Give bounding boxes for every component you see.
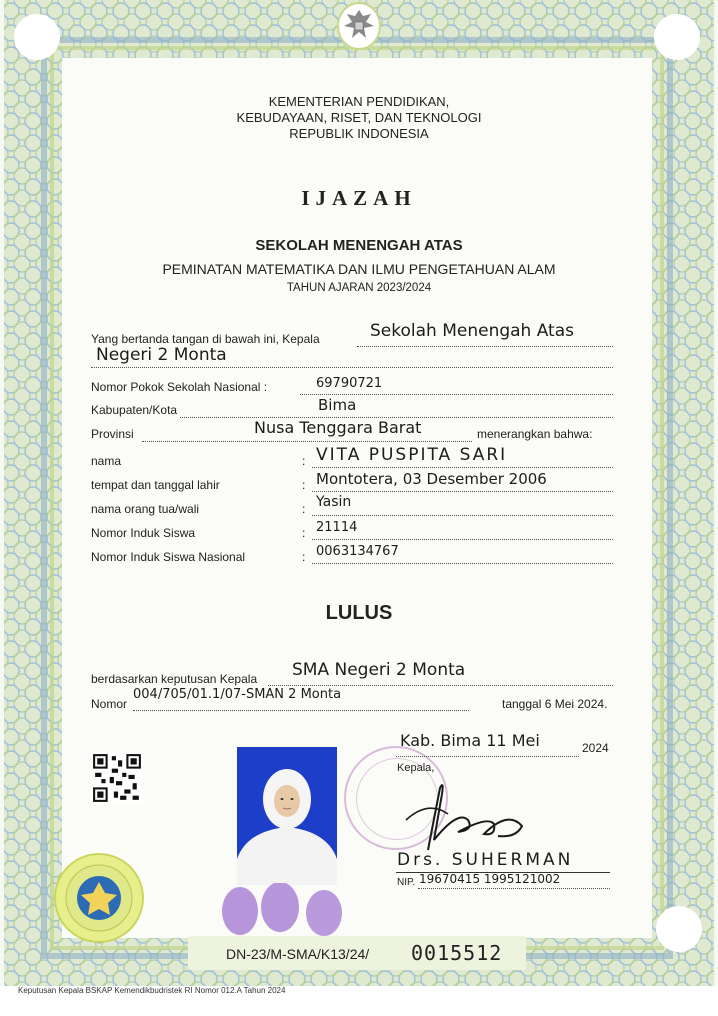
fingerprint-marks bbox=[218, 883, 358, 937]
dotted-line bbox=[357, 346, 613, 347]
dotted-line bbox=[312, 467, 613, 468]
footer-note: Keputusan Kepala BSKAP Kemendikbudristek RI Nomor 012.A Tahun 2024 bbox=[18, 986, 286, 995]
kepala-label: Kepala, bbox=[397, 762, 435, 774]
dotted-line bbox=[312, 539, 613, 540]
serial-number: 0015512 bbox=[411, 941, 503, 965]
graduation-status: LULUS bbox=[325, 602, 393, 624]
dotted-line bbox=[300, 394, 613, 395]
dotted-line bbox=[91, 367, 613, 368]
nis-label: Nomor Induk Siswa bbox=[91, 526, 196, 540]
corner-ornament bbox=[14, 14, 60, 60]
nama-value: VITA PUSPITA SARI bbox=[316, 445, 508, 465]
nisn-value: 0063134767 bbox=[316, 544, 399, 559]
intro-label: Yang bertanda tangan di bawah ini, Kepala bbox=[91, 332, 320, 346]
principal-name: Drs. SUHERMAN bbox=[397, 850, 574, 870]
serial-prefix: DN-23/M-SMA/K13/24/ bbox=[226, 946, 370, 962]
student-photo bbox=[237, 747, 337, 885]
colon: : bbox=[302, 526, 306, 540]
signature-year: 2024 bbox=[582, 741, 609, 755]
kabupaten-value: Bima bbox=[318, 396, 357, 414]
ministry-line: REPUBLIK INDONESIA bbox=[289, 126, 429, 141]
nis-value: 21114 bbox=[316, 520, 358, 535]
ortu-value: Yasin bbox=[316, 494, 352, 510]
dotted-line bbox=[133, 710, 469, 711]
ministry-line: KEBUDAYAAN, RISET, DAN TEKNOLOGI bbox=[236, 110, 482, 125]
garuda-emblem-icon bbox=[336, 2, 382, 52]
student-avatar-icon bbox=[237, 747, 337, 885]
intro-value-line2: Negeri 2 Monta bbox=[96, 345, 227, 365]
ttl-label: tempat dan tanggal lahir bbox=[91, 478, 220, 492]
academic-year: TAHUN AJARAN 2023/2024 bbox=[286, 282, 432, 294]
dotted-line bbox=[312, 563, 613, 564]
document-title: IJAZAH bbox=[301, 186, 417, 210]
signature-scribble bbox=[398, 780, 528, 852]
npsn-value: 69790721 bbox=[316, 376, 383, 391]
dotted-line bbox=[312, 491, 613, 492]
decision-value: SMA Negeri 2 Monta bbox=[292, 660, 466, 680]
nip-label: NIP. bbox=[397, 877, 416, 888]
dotted-line bbox=[142, 441, 472, 442]
nisn-label: Nomor Induk Siswa Nasional bbox=[91, 550, 246, 564]
ministry-line: KEMENTERIAN PENDIDIKAN, bbox=[268, 94, 450, 109]
school-type: SEKOLAH MENENGAH ATAS bbox=[255, 237, 463, 254]
colon: : bbox=[302, 478, 306, 492]
menerangkan-text: menerangkan bahwa: bbox=[477, 427, 593, 441]
nip-value: 19670415 1995121002 bbox=[419, 872, 561, 886]
ministry-seal-icon bbox=[54, 853, 144, 943]
dotted-line bbox=[312, 515, 613, 516]
dotted-line bbox=[268, 685, 613, 686]
dotted-line bbox=[396, 756, 579, 757]
qr-code-icon bbox=[91, 752, 143, 804]
nomor-value: 004/705/01.1/07-SMAN 2 Monta bbox=[133, 687, 342, 702]
ortu-label: nama orang tua/wali bbox=[91, 502, 200, 516]
provinsi-value: Nusa Tenggara Barat bbox=[254, 418, 422, 437]
npsn-label: Nomor Pokok Sekolah Nasional : bbox=[91, 380, 268, 394]
intro-value-line1: Sekolah Menengah Atas bbox=[370, 321, 574, 341]
provinsi-label: Provinsi bbox=[91, 427, 134, 441]
signature-place-date: Kab. Bima 11 Mei bbox=[400, 731, 540, 750]
nomor-label: Nomor bbox=[91, 697, 128, 711]
corner-ornament bbox=[656, 906, 702, 952]
colon: : bbox=[302, 454, 306, 468]
colon: : bbox=[302, 550, 306, 564]
ministry-header bbox=[0, 94, 718, 142]
ttl-value: Montotera, 03 Desember 2006 bbox=[316, 470, 547, 488]
decision-label: berdasarkan keputusan Kepala bbox=[91, 672, 258, 686]
kabupaten-label: Kabupaten/Kota bbox=[91, 403, 178, 417]
decision-date: tanggal 6 Mei 2024. bbox=[502, 697, 608, 711]
dotted-line bbox=[418, 888, 610, 889]
corner-ornament bbox=[654, 14, 700, 60]
peminatan: PEMINATAN MATEMATIKA DAN ILMU PENGETAHUAN ALAM bbox=[162, 261, 556, 277]
nama-label: nama bbox=[91, 454, 122, 468]
colon: : bbox=[302, 502, 306, 516]
